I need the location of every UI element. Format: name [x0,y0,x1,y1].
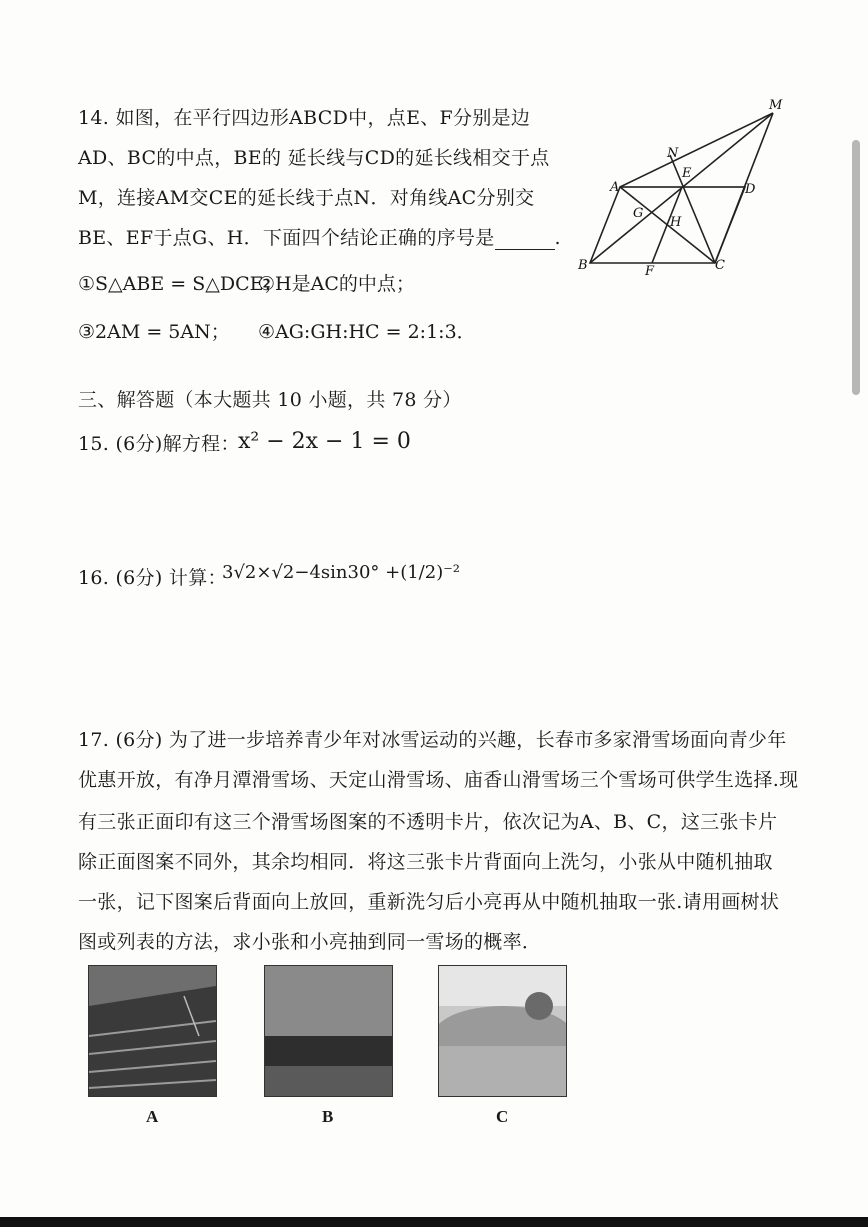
q14-line-1: 14. 如图，在平行四边形ABCD中，点E、F分别是边 [78,107,531,129]
answer-blank[interactable] [495,231,555,250]
q14-line-2: AD、BC的中点，BE的 延长线与CD的延长线相交于点 [78,147,550,169]
q17-line-4: 除正面图案不同外，其余均相同．将这三张卡片背面向上洗匀，小张从中随机抽取 [78,851,773,873]
q17-line-2: 优惠开放，有净月潭滑雪场、天定山滑雪场、庙香山滑雪场三个雪场可供学生选择.现 [78,769,799,791]
q16-label: 16. (6分) 计算： [78,567,227,589]
label-f: F [645,264,655,279]
parallelogram-figure [575,95,795,280]
q14-period: . [554,227,561,249]
caption-c: C [496,1107,509,1126]
q14-option-2: ②H是AC的中点； [258,273,415,295]
line-cm [715,113,773,263]
q15-label: 15. (6分)解方程： [78,433,240,455]
ski-resort-photo-c [438,965,567,1097]
label-e: E [682,166,692,181]
label-d: D [745,182,756,197]
q14-option-3: ③2AM = 5AN； [78,321,230,343]
label-g: G [633,206,644,221]
label-a: A [610,180,620,195]
q15-equation: x² − 2x − 1 = 0 [238,429,411,454]
q14-option-1: ①S△ABE = S△DCE； [78,273,283,295]
q17-line-6: 图或列表的方法，求小张和小亮抽到同一雪场的概率． [78,931,542,953]
bottom-bar [0,1217,868,1227]
line-cn [670,155,715,263]
caption-a: A [146,1107,159,1126]
label-h: H [670,215,682,230]
q17-line-1: 17. (6分) 为了进一步培养青少年对冰雪运动的兴趣，长春市多家滑雪场面向青少年 [78,729,787,751]
caption-b: B [322,1107,334,1126]
label-c: C [715,258,725,273]
label-b: B [578,258,588,273]
q14-line-3: M，连接AM交CE的延长线于点N．对角线AC分别交 [78,187,535,209]
q14-line-4 [78,226,561,250]
label-m: M [769,98,783,113]
q17-line-3: 有三张正面印有这三个滑雪场图案的不透明卡片，依次记为A、B、C，这三张卡片 [78,811,778,833]
ski-resort-photo-b [264,965,393,1097]
ski-resort-photo-a [88,965,217,1097]
q14-line-4-text: BE、EF于点G、H．下面四个结论正确的序号是 [78,227,495,249]
q17-line-5: 一张，记下图案后背面向上放回，重新洗匀后小亮再从中随机抽取一张.请用画树状 [78,891,780,913]
q14-option-4: ④AG:GH:HC = 2:1:3． [258,321,476,343]
vertical-scrollbar[interactable] [852,140,860,395]
q16-expression: 3√2×√2−4sin30° +(1/2)⁻² [222,562,460,583]
label-n: N [667,146,679,161]
section-title: 三、解答题（本大题共 10 小题，共 78 分） [78,389,462,411]
